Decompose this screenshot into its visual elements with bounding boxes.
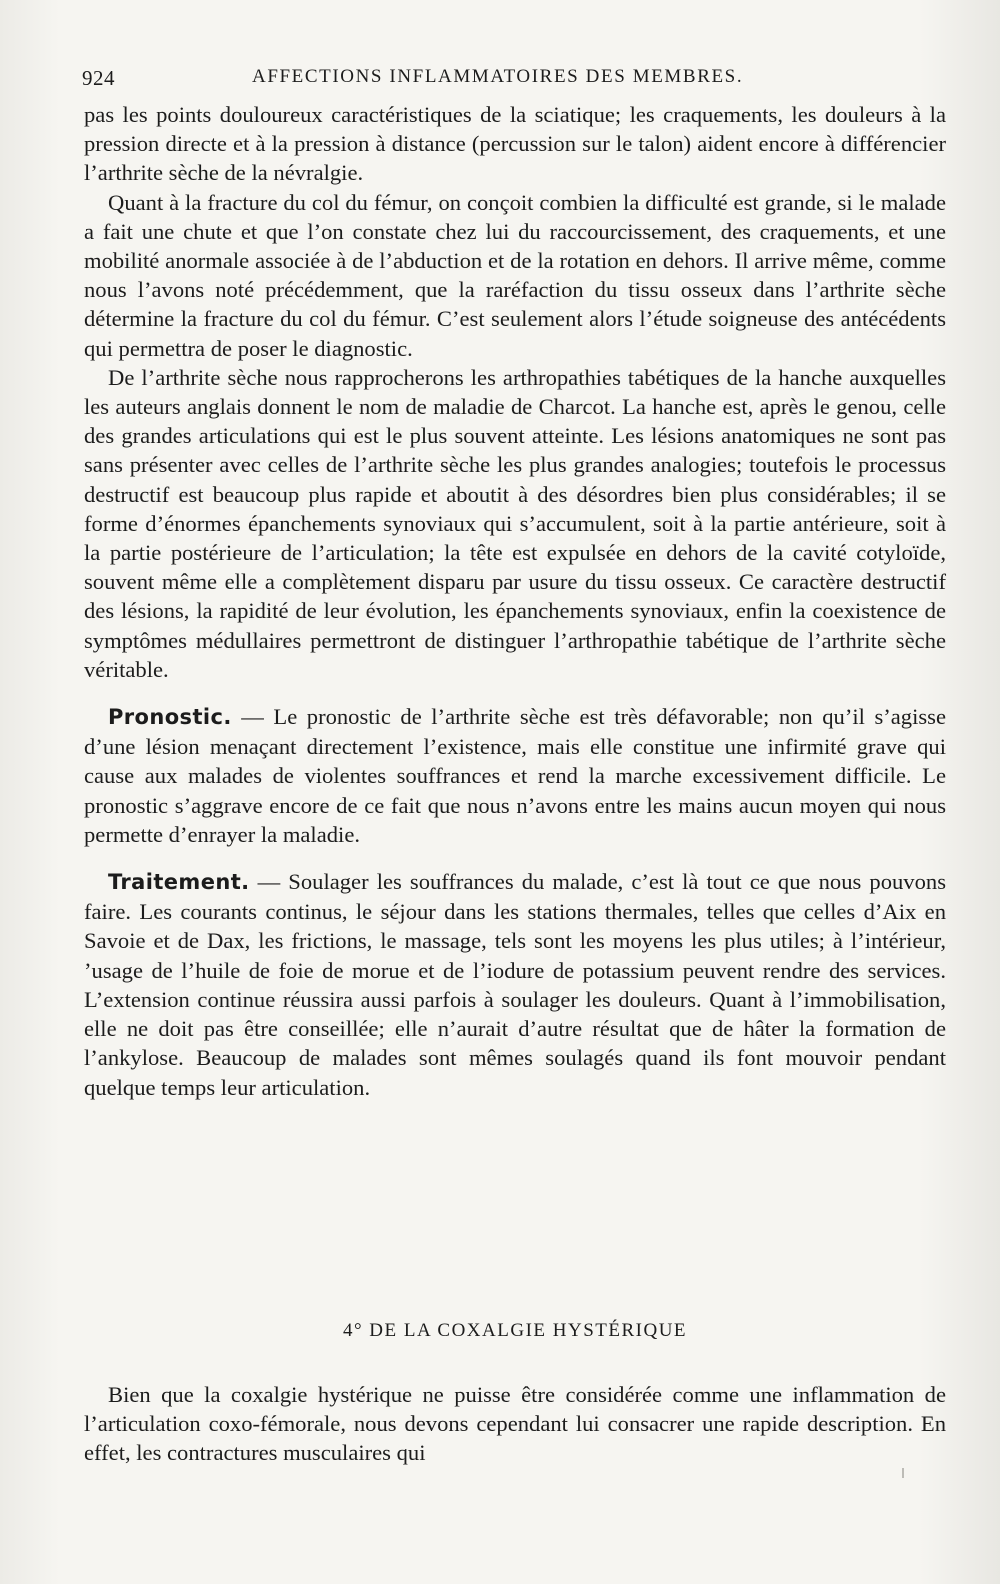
running-title: AFFECTIONS INFLAMMATOIRES DES MEMBRES. <box>252 66 744 87</box>
page-number: 924 <box>82 66 115 90</box>
paragraph-fracture-col-femur: Quant à la fracture du col du fémur, on conçoit combien la difficulté est grande, si le malade a fait une chute et que l’on constate chez lui du raccourcissement, des craquements, et une mobilité anormale associée à de l’abduction et de la rotation en dehors. Il arrive même, comme nous l’avons noté précédemment, que la raréfaction du tissu osseux dans l’arthrite sèche détermine la fracture du col du fémur. C’est seulement alors l’étude soigneuse des antécédents qui permettra de poser le diagnostic. <box>84 189 946 361</box>
paragraph-sciatique: pas les points douloureux caractéristiques de la sciatique; les craquements, les douleurs à la pression directe et à la pression à distance (percussion sur le talon) aident encore à différencier l’arthrite sèche de la névralgie. <box>84 102 946 186</box>
paragraph-arthropathies-tabetiques: De l’arthrite sèche nous rapprocherons les arthropathies tabétiques de la hanche auxquelles les auteurs anglais donnent le nom de maladie de Charcot. La hanche est, après le genou, celle des grandes articulations qui est le plus souvent atteinte. Les lésions anatomiques ne sont pas sans présenter avec celles de l’arthrite sèche les plus grandes analogies; toutefois le processus destructif est beaucoup plus rapide et aboutit à des désordres bien plus considérables; il se forme d’énormes épanchements synoviaux qui s’accumulent, soit à la partie antérieure, soit à la partie postérieure de l’articulation; la tête est expulsée en dehors de la cavité cotyloïde, souvent même elle a complètement disparu par usure du tissu osseux. Ce caractère destructif des lésions, la rapidité de leur évolution, les épanchements synoviaux, enfin la coexistence de symptômes médullaires permettront de distinguer l’arthropathie tabétique de l’arthrite sèche véritable. <box>84 364 946 682</box>
section-pronostic <box>84 702 946 849</box>
paragraph-coxalgie-hysterique: Bien que la coxalgie hystérique ne puisse être considérée comme une inflammation de l’articulation coxo-fémorale, nous devons cependant lui consacrer une rapide description. En effet, les contractures musculaires qui <box>84 1382 946 1466</box>
traitement-text: — Soulager les souffrances du malade, c’est là tout ce que nous pouvons faire. Les courants continus, le séjour dans les stations thermales, telles que celles d’Aix en Savoie et de Dax, les frictions, le massage, tels sont les moyens les plus utiles; à l’intérieur, ’usage de l’huile de foie de morue et de l’iodure de potassium peuvent rendre des services. L’extension continue réussira aussi parfois à soulager les douleurs. Quant à l’immobilisation, elle ne doit pas être conseillée; elle n’aurait d’autre résultat que de hâter la formation de l’ankylose. Beaucoup de malades sont mêmes soulagés quand ils font mouvoir pendant quelque temps leur articulation. <box>84 869 946 1100</box>
section-title-traitement: Traitement. <box>108 870 250 895</box>
page-header <box>82 66 952 96</box>
coxalgie-text <box>84 1380 946 1468</box>
scan-speck <box>902 1468 904 1478</box>
pronostic-text: — Le pronostic de l’arthrite sèche est très défavorable; non qu’il s’agisse d’une lésion menaçant directement l’existence, mais elle constitue une infirmité grave qui cause aux malades de violentes souffrances et rend la marche excessivement difficile. Le pronostic s’aggrave encore de ce fait que nous n’avons entre les mains aucun moyen qui nous permette d’enrayer la maladie. <box>84 704 946 847</box>
main-text <box>84 100 946 1102</box>
section-title-pronostic: Pronostic. <box>108 705 232 730</box>
section-traitement <box>84 867 946 1102</box>
chapter-subheading: 4° DE LA COXALGIE HYSTÉRIQUE <box>342 1320 688 1341</box>
